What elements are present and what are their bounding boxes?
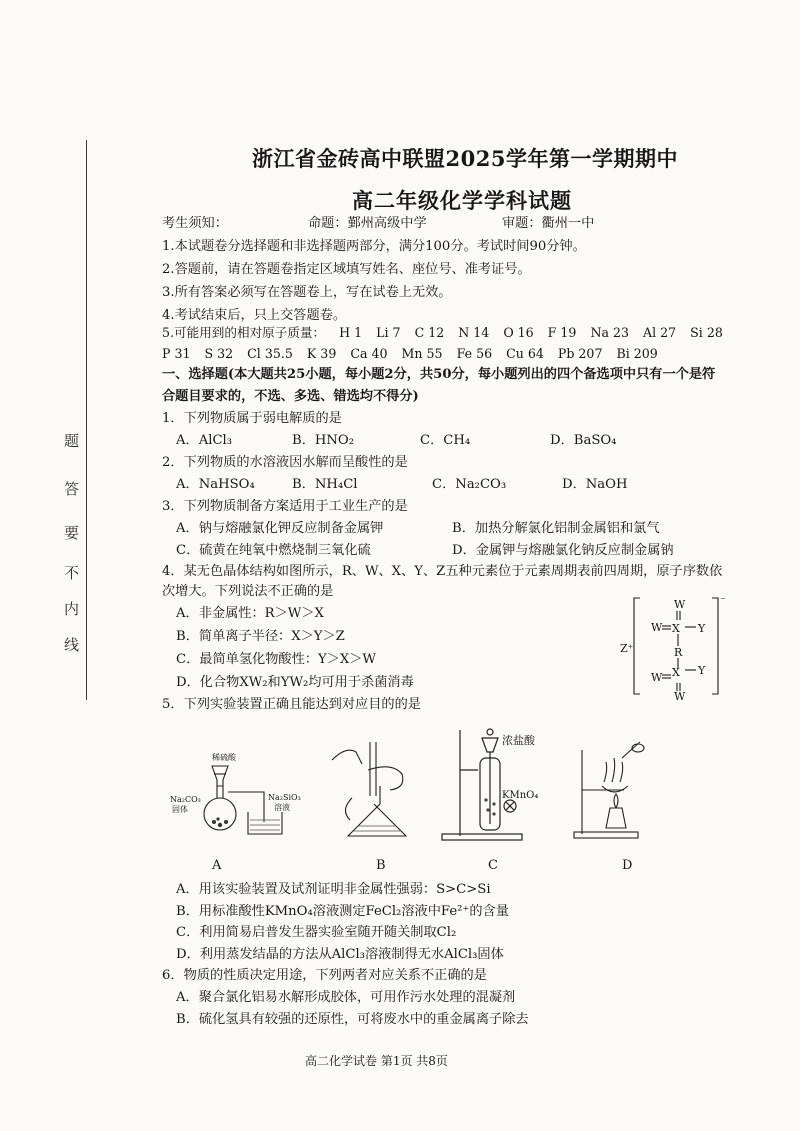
mass-item: F 19 [547, 325, 577, 340]
reviewer: 审题：衢州一中 [502, 216, 595, 231]
mass-item: Si 28 [690, 325, 723, 340]
q4-option-b: B．简单离子半径：X＞Y＞Z [176, 629, 345, 644]
instruction-1: 1.本试题卷分选择题和非选择题两部分，满分100分。考试时间90分钟。 [162, 239, 586, 254]
notice-label: 考生须知： [162, 216, 228, 231]
mass-item: Bi 209 [616, 346, 658, 361]
mass-item: O 16 [503, 325, 534, 340]
side-char-1: 题 [64, 432, 80, 450]
label-conc-hcl: 浓盐酸 [502, 734, 535, 747]
exam-title: 浙江省金砖高中联盟2025学年第一学期期中 [252, 146, 678, 171]
struct-x-bottom: X [672, 666, 680, 679]
page-footer: 高二化学试卷 第1页 共8页 [305, 1054, 448, 1068]
label-kmno4: KMnO₄ [502, 790, 539, 801]
struct-y-top: Y [698, 622, 706, 635]
struct-z-cation: Z⁺ [620, 642, 634, 655]
q3-option-d: D．金属钾与熔融氯化钠反应制金属钠 [452, 543, 674, 558]
q1-stem: 1．下列物质属于弱电解质的是 [162, 411, 342, 426]
q2-stem: 2．下列物质的水溶液因水解而呈酸性的是 [162, 455, 408, 470]
side-char-2: 答 [64, 480, 80, 498]
side-char-3: 要 [64, 524, 80, 542]
q1-option-a: A．AlCl₃ [176, 433, 233, 448]
mass-item: Fe 56 [456, 346, 493, 361]
meta-row [162, 215, 594, 233]
mass-item: Li 7 [376, 325, 401, 340]
instruction-4: 4.考试结束后，只上交答题卷。 [162, 308, 347, 323]
label-dilute-h2so4: 稀硫酸 [212, 753, 236, 762]
mass-item: Al 27 [643, 325, 677, 340]
q2-option-b: B．NH₄Cl [292, 477, 358, 492]
q4-stem-1: 4．某无色晶体结构如图所示，R、W、X、Y、Z五种元素位于元素周期表前四周期，原子序数依 [162, 564, 723, 579]
instruction-2: 2.答题前，请在答题卷指定区域填写姓名、座位号、准考证号。 [162, 262, 531, 277]
binding-line [86, 140, 87, 700]
side-char-6: 线 [64, 636, 80, 654]
masses-label: 5.可能用到的相对原子质量： [162, 325, 326, 340]
struct-charge: ⁻ [720, 594, 726, 607]
section-heading-2: 合题目要求的，不选、多选、错选均不得分) [162, 389, 419, 404]
mass-item: Cl 35.5 [247, 346, 293, 361]
author: 命题：鄞州高级中学 [308, 216, 427, 231]
mass-item: Ca 40 [350, 346, 388, 361]
q3-option-c: C．硫黄在纯氧中燃烧制三氧化硫 [176, 543, 371, 558]
apparatus-label-c: C [488, 858, 498, 873]
mass-item: N 14 [458, 325, 490, 340]
side-char-4: 不 [64, 564, 80, 582]
q1-option-d: D．BaSO₄ [550, 433, 617, 448]
mass-item: Pb 207 [557, 346, 603, 361]
mass-item: Na 23 [590, 325, 630, 340]
mass-item: Cu 64 [506, 346, 544, 361]
section-heading-1: 一、选择题(本大题共25小题，每小题2分，共50分，每小题列出的四个备选项中只有一个是符 [162, 367, 716, 382]
struct-w-left-bottom: W [651, 671, 663, 684]
q3-stem: 3．下列物质制备方案适用于工业生产的是 [162, 499, 408, 514]
q2-option-d: D．NaOH [562, 477, 628, 492]
apparatus-a-diagram [168, 752, 301, 842]
q3-option-a: A．钠与熔融氯化钾反应制备金属钾 [176, 521, 384, 536]
mass-item: H 1 [339, 325, 363, 340]
apparatus-label-d: D [622, 858, 633, 873]
mass-item: P 31 [162, 346, 191, 361]
q4-option-c: C．最简单氢化物酸性：Y＞X＞W [176, 652, 376, 667]
apparatus-label-a: A [212, 858, 222, 873]
label-solid: 固体 [172, 805, 188, 814]
q5-option-c: C．利用简易启普发生器实验室随开随关制取Cl₂ [176, 925, 457, 940]
mass-item: C 12 [414, 325, 445, 340]
q4-structure-diagram [620, 594, 732, 703]
apparatus-b-diagram [322, 740, 412, 845]
q3-option-b: B．加热分解氯化铝制金属铝和氯气 [452, 521, 660, 536]
label-na2sio3: Na₂SiO₃ [268, 793, 301, 802]
mass-item: K 39 [306, 346, 337, 361]
q4-stem-2: 次增大。下列说法不正确的是 [162, 584, 334, 599]
mass-item: S 32 [204, 346, 234, 361]
mass-item: Mn 55 [401, 346, 443, 361]
masses-row-2 [162, 345, 672, 363]
q6-option-a: A．聚合氯化铝易水解形成胶体，可用作污水处理的混凝剂 [176, 990, 516, 1005]
q2-option-a: A．NaHSO₄ [176, 477, 255, 492]
q6-stem: 6．物质的性质决定用途，下列两者对应关系不正确的是 [162, 968, 487, 983]
q4-option-a: A．非金属性：R＞W＞X [176, 606, 324, 621]
apparatus-c-diagram [438, 724, 558, 846]
struct-w-bottom: W [674, 690, 686, 703]
q6-option-b: B．硫化氢具有较强的还原性，可将废水中的重金属离子除去 [176, 1012, 529, 1027]
masses-row-1 [162, 324, 723, 342]
struct-x-top: X [672, 622, 680, 635]
apparatus-label-b: B [376, 858, 386, 873]
struct-w-top: W [674, 598, 686, 611]
struct-r: R [674, 646, 683, 659]
instruction-3: 3.所有答案必须写在答题卷上，写在试卷上无效。 [162, 285, 452, 300]
struct-w-left-top: W [651, 621, 663, 634]
q2-option-c: C．Na₂CO₃ [432, 477, 507, 492]
q5-option-d: D．利用蒸发结晶的方法从AlCl₃溶液制得无水AlCl₃固体 [176, 947, 504, 962]
q5-option-b: B．用标准酸性KMnO₄溶液测定FeCl₂溶液中Fe²⁺的含量 [176, 904, 509, 919]
apparatus-d-diagram [572, 742, 652, 842]
q5-stem: 5．下列实验装置正确且能达到对应目的的是 [162, 697, 421, 712]
label-na2co3: Na₂CO₃ [170, 795, 201, 804]
q4-option-d: D．化合物XW₂和YW₂均可用于杀菌消毒 [176, 675, 414, 690]
struct-y-bottom: Y [698, 664, 706, 677]
q1-option-c: C．CH₄ [420, 433, 471, 448]
exam-subtitle: 高二年级化学学科试题 [352, 188, 572, 213]
q1-option-b: B．HNO₂ [292, 433, 355, 448]
q5-option-a: A．用该实验装置及试剂证明非金属性强弱：S>C>Si [176, 882, 491, 897]
side-char-5: 内 [64, 600, 80, 618]
label-solution: 溶液 [274, 803, 290, 812]
